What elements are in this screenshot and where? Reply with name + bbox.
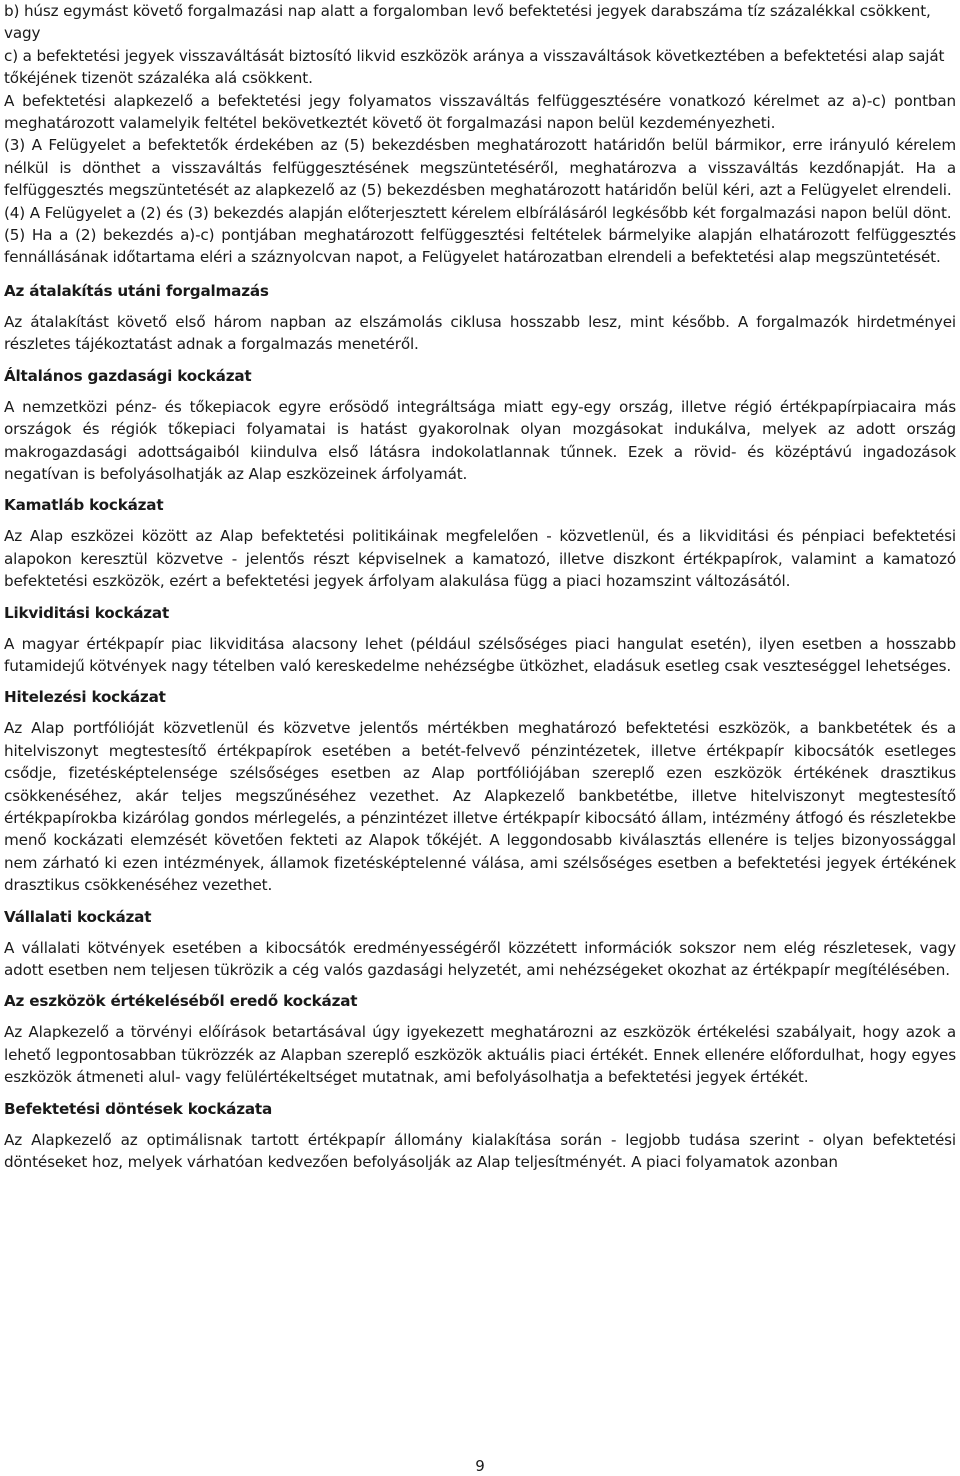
page-number: 9	[475, 1457, 485, 1475]
section-befektetesi-dontesek	[4, 1099, 956, 1174]
section-heading: Vállalati kockázat	[4, 907, 152, 926]
section-heading: Kamatláb kockázat	[4, 496, 164, 515]
intro-block	[4, 0, 956, 269]
section-heading: Az eszközök értékeléséből eredő kockázat	[4, 992, 358, 1011]
intro-paragraph-c: c) a befektetési jegyek visszaváltását biztosító likvid eszközök aránya a visszaváltások következtében a befektetési alap saját tőkéjének tizenöt százaléka alá csökkent.	[4, 46, 945, 88]
section-text: A magyar értékpapír piac likviditása alacsony lehet (például szélsőséges piaci hangulat esetén), ilyen esetben a hosszabb futamidejű kötvények nagy tételben való kereskedelme nehézségbe ütközhet, eladásuk esetleg csak veszteséggel lehetséges.	[4, 634, 956, 675]
section-text: Az átalakítást követő első három napban az elszámolás ciklusa hosszabb lesz, mint később. A forgalmazók hirdetményei részletes tájékoztatást adnak a forgalmazás menetéről.	[4, 312, 956, 354]
section-altalanos-gazdasagi	[4, 366, 956, 486]
document-page	[4, 0, 956, 1173]
section-likviditasi	[4, 603, 956, 678]
section-eszkozok-ertekelese	[4, 991, 956, 1088]
section-text: Az Alap portfólióját közvetlenül és közvetve jelentős mértékben meghatározó befektetési eszközök, a bankbetétek és a hitelviszonyt megtestesítő értékpapírok esetében a betét-felvevő pénzintézetek, illetve értékpapír kibocsátók esetleges csődje, fizetésképtelensége szélsőséges esetben az Alap portfóliójában szereplő ezen eszközök értékének drasztikus csökkenéséhez, akár teljes megszűnéséhez vezethet. Az Alapkezelő bankbetétbe, illetve hitelviszonyt megtestesítő értékpapírokba kizárólag gondos mérlegelés, a pénzintézet illetve értékpapír kibocsátó állam, intézmény átfogó és részletekbe menő kockázati elemzését követően fekteti az Alapok tőkéjét. A leggondosabb kiválasztás ellenére is teljes bizonyossággal nem zárható ki ezen intézmények, államok fizetésképtelenné válása, ami szélsőséges esetben a befektetési jegyek értékének drasztikus csökkenéséhez vezethet.	[4, 719, 956, 895]
section-heading: Általános gazdasági kockázat	[4, 366, 252, 385]
section-text: Az Alapkezelő az optimálisnak tartott értékpapír állomány kialakítása során - legjobb tudása szerint - olyan befektetési döntéseket hoz, melyek várhatóan kedvezően befolyásolják az Alap teljesítményét. A piaci folyamatok azonban	[4, 1130, 956, 1172]
section-heading: Hitelezési kockázat	[4, 688, 166, 707]
intro-paragraph-3: (3) A Felügyelet a befektetők érdekében az (5) bekezdésben meghatározott határidőn belül bármikor, erre irányuló kérelem nélkül is dönthet a visszaváltás felfüggesztésének megszüntetéséről, meghatározva a visszaváltás kezdőnapját. Ha a felfüggesztés megszüntetését az alapkezelő az (5) bekezdésben meghatározott határidőn belül kéri, azt a Felügyelet elrendeli.	[4, 136, 956, 200]
section-text: A nemzetközi pénz- és tőkepiacok egyre erősödő integráltsága miatt egy-egy ország, illetve régió értékpapírpiacaira más országok és régiók tőkepiaci folyamatai is hatást gyakorolnak olyan mozgásokat indukálva, melyek az adott ország makrogazdasági adottságaiból kiindulva első látásra indokolatlannak tűnnek. Ezek a rövid- és középtávú ingadozások negatívan is befolyásolhatják az Alap eszközeinek árfolyamát.	[4, 397, 956, 483]
intro-paragraph-kerelmet: A befektetési alapkezelő a befektetési jegy folyamatos visszaváltás felfüggesztésére vonatkozó kérelmet az a)-c) pontban meghatározott valamelyik feltétel bekövetkeztét követő öt forgalmazási napon belül kezdeményezheti.	[4, 91, 956, 133]
section-heading: Likviditási kockázat	[4, 603, 170, 622]
section-kamatlab	[4, 495, 956, 592]
intro-paragraph-b: b) húsz egymást követő forgalmazási nap alatt a forgalomban levő befektetési jegyek darabszáma tíz százalékkal csökkent, vagy	[4, 2, 931, 43]
section-text: A vállalati kötvények esetében a kibocsátók eredményességéről közzétett információk sokszor nem elég részletesek, vagy adott esetben nem teljesen tükrözik a cég valós gazdasági helyzetét, ami nehézségeket okozhat az értékpapír megítélésében.	[4, 938, 956, 979]
section-atalakitas	[4, 281, 956, 356]
section-text: Az Alap eszközei között az Alap befektetési politikáinak megfelelően - közvetlenül, és a likviditási és pénpiaci befektetési alapokon keresztül közvetve - jelentős részt képviselnek a kamatozó, illetve diszkont értékpapírok, valamint a kamatozó befektetési eszközök, ezért a befektetési jegyek árfolyam alakulása függ a piaci hozamszint változásától.	[4, 527, 956, 591]
intro-paragraph-4: (4) A Felügyelet a (2) és (3) bekezdés alapján előterjesztett kérelem elbírálásáról legkésőbb két forgalmazási napon belül dönt.	[4, 203, 952, 222]
intro-paragraph-5: (5) Ha a (2) bekezdés a)-c) pontjában meghatározott felfüggesztési feltételek bármelyike alapján elhatározott felfüggesztés fennállásának időtartama eléri a száznyolcvan napot, a Felügyelet határozatban elrendeli a befektetési alap megszüntetését.	[4, 226, 956, 267]
section-vallalati	[4, 907, 956, 982]
section-heading: Az átalakítás utáni forgalmazás	[4, 281, 269, 300]
section-text: Az Alapkezelő a törvényi előírások betartásával úgy igyekezett meghatározni az eszközök értékelési szabályait, hogy azok a lehető legpontosabban tükrözzék az Alapban szereplő eszközök aktuális piaci értékét. Ennek ellenére előfordulhat, hogy egyes eszközök átmeneti alul- vagy felülértékeltséget mutatnak, ami befolyásolhatja a befektetési jegyek értékét.	[4, 1023, 956, 1087]
section-heading: Befektetési döntések kockázata	[4, 1099, 273, 1118]
section-hitelezesi	[4, 687, 956, 896]
